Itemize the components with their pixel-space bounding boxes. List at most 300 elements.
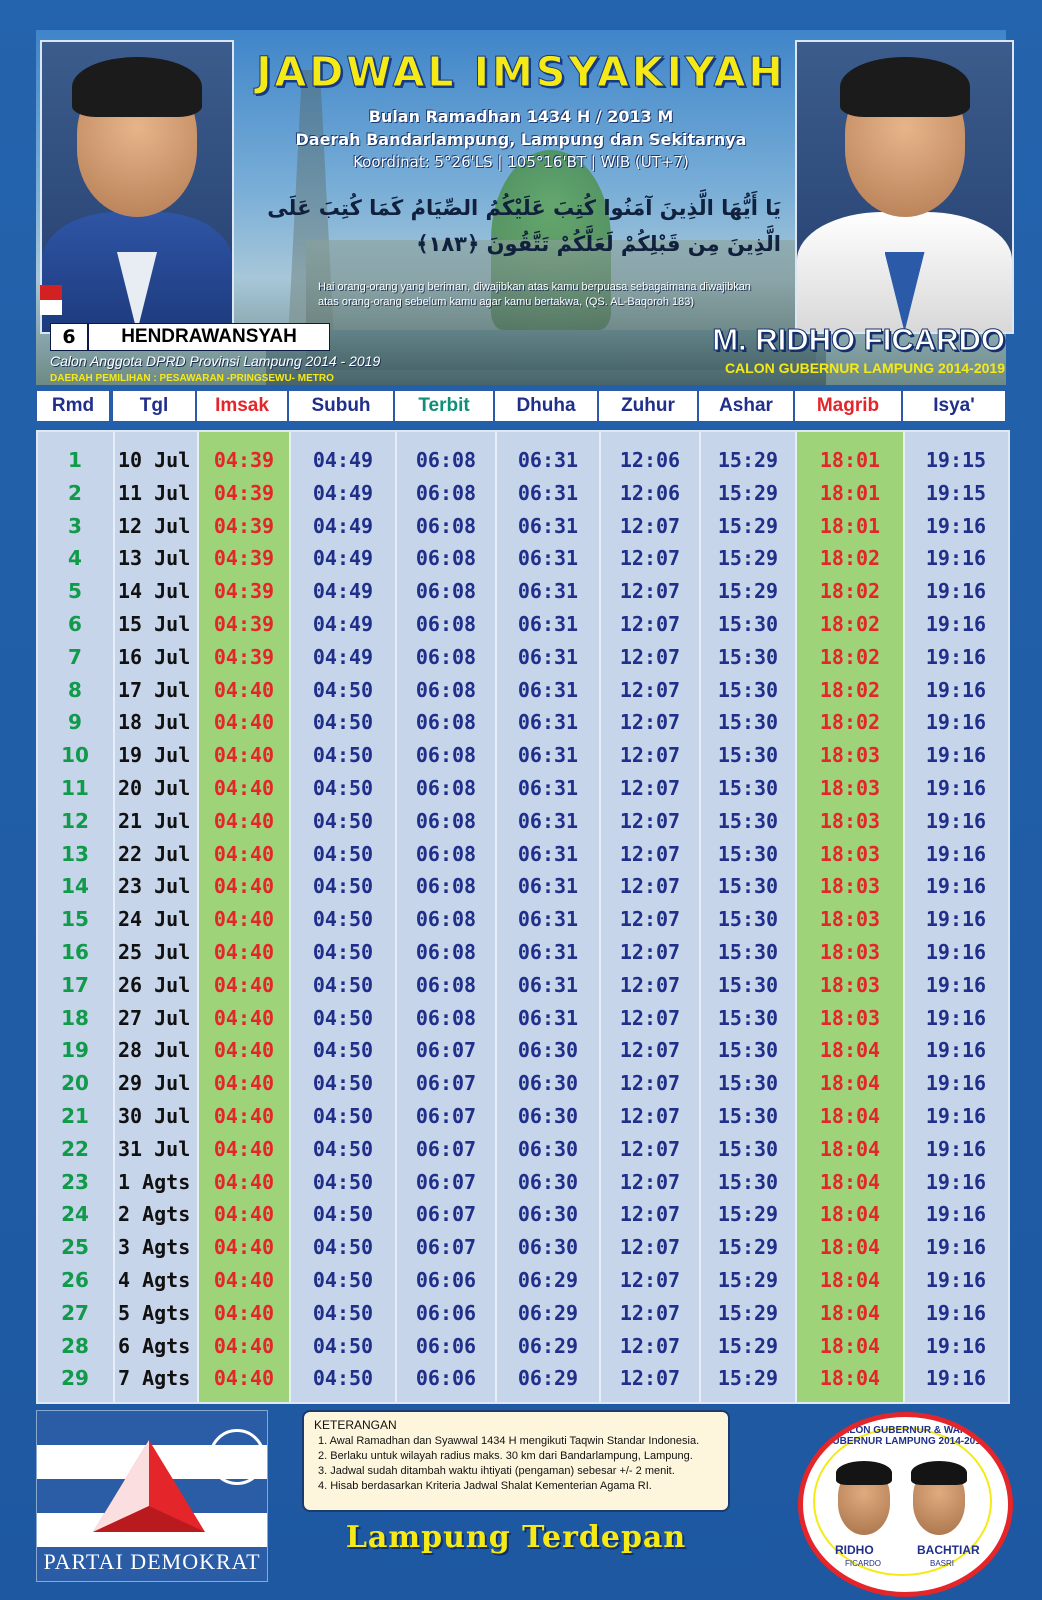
table-row: [38, 1330, 1008, 1363]
cell-rmd: 4: [68, 546, 82, 571]
table-row: [38, 1198, 1008, 1231]
subtitle-region: Daerah Bandarlampung, Lampung dan Sekitarnya: [295, 130, 747, 149]
cell-zuhur: 12:07: [619, 776, 681, 800]
badge-name-2: BACHTIAR: [917, 1543, 980, 1557]
cell-subuh: 04:50: [312, 1268, 374, 1292]
cell-tgl: 6 Agts: [118, 1333, 191, 1358]
cell-terbit: 06:06: [415, 1300, 477, 1325]
header-dhuha: Dhuha: [494, 390, 598, 422]
cell-ashar: 15:30: [717, 972, 779, 997]
cell-ashar: 15:30: [717, 907, 779, 932]
cell-zuhur: 12:07: [619, 612, 681, 636]
cell-tgl: 19 Jul: [118, 743, 191, 768]
cell-isya: 19:16: [925, 1169, 987, 1194]
cell-terbit: 06:08: [415, 972, 477, 997]
cell-zuhur: 12:07: [619, 1202, 681, 1227]
cell-rmd: 27: [61, 1300, 89, 1325]
cell-rmd: 25: [61, 1235, 89, 1260]
cell-tgl: 2 Agts: [118, 1202, 191, 1227]
hair: [840, 57, 970, 117]
cell-terbit: 06:07: [415, 1104, 477, 1128]
cell-isya: 19:15: [925, 480, 987, 505]
cell-ashar: 15:30: [717, 644, 779, 669]
cell-tgl: 3 Agts: [118, 1235, 191, 1260]
cell-rmd: 22: [61, 1136, 89, 1161]
cell-tgl: 10 Jul: [118, 448, 191, 472]
cell-isya: 19:16: [925, 1268, 987, 1292]
cell-magrib: 18:04: [819, 1169, 881, 1194]
candidate-right-name: M. RIDHO FICARDO: [712, 322, 1005, 357]
badge-face-ridho: [838, 1465, 890, 1535]
cell-magrib: 18:03: [819, 940, 881, 964]
header-ashar: Ashar: [698, 390, 794, 422]
cell-zuhur: 12:07: [619, 841, 681, 866]
cell-dhuha: 06:31: [517, 710, 579, 735]
cell-tgl: 29 Jul: [118, 1071, 191, 1096]
cell-ashar: 15:30: [717, 710, 779, 735]
cell-isya: 19:16: [925, 907, 987, 932]
table-row: [38, 1231, 1008, 1264]
cell-imsak: 04:40: [213, 1005, 275, 1030]
cell-zuhur: 12:07: [619, 1333, 681, 1358]
cell-isya: 19:16: [925, 677, 987, 702]
cell-zuhur: 12:07: [619, 972, 681, 997]
cell-ashar: 15:30: [717, 1104, 779, 1128]
cell-rmd: 5: [68, 579, 82, 604]
cell-dhuha: 06:31: [517, 841, 579, 866]
cell-dhuha: 06:31: [517, 874, 579, 899]
cell-rmd: 1: [68, 448, 82, 472]
cell-subuh: 04:50: [312, 1333, 374, 1358]
cell-dhuha: 06:30: [517, 1235, 579, 1260]
cell-imsak: 04:40: [213, 1038, 275, 1063]
cell-isya: 19:16: [925, 612, 987, 636]
cell-terbit: 06:08: [415, 710, 477, 735]
cell-rmd: 20: [61, 1071, 89, 1096]
hair: [72, 57, 202, 117]
cell-dhuha: 06:31: [517, 546, 579, 571]
table-row: [38, 772, 1008, 805]
cell-terbit: 06:08: [415, 579, 477, 604]
cell-terbit: 06:08: [415, 841, 477, 866]
candidate-right-photo: [795, 40, 1014, 334]
cell-imsak: 04:39: [213, 448, 275, 472]
cell-dhuha: 06:30: [517, 1202, 579, 1227]
table-row: [38, 1002, 1008, 1035]
cell-ashar: 15:29: [717, 1235, 779, 1260]
cell-terbit: 06:07: [415, 1235, 477, 1260]
cell-imsak: 04:40: [213, 1333, 275, 1358]
cell-rmd: 15: [61, 907, 89, 932]
cell-ashar: 15:30: [717, 743, 779, 768]
cell-isya: 19:16: [925, 1071, 987, 1096]
cell-magrib: 18:04: [819, 1202, 881, 1227]
header-terbit: Terbit: [394, 390, 494, 422]
badge-sub-1: FICARDO: [845, 1559, 881, 1568]
cell-rmd: 13: [61, 841, 89, 866]
cell-terbit: 06:08: [415, 874, 477, 899]
cell-dhuha: 06:29: [517, 1300, 579, 1325]
table-row: [38, 1100, 1008, 1133]
cell-imsak: 04:40: [213, 940, 275, 964]
h: [911, 1461, 967, 1485]
cell-isya: 19:16: [925, 546, 987, 571]
cell-dhuha: 06:29: [517, 1333, 579, 1358]
cell-dhuha: 06:30: [517, 1104, 579, 1128]
cell-terbit: 06:08: [415, 644, 477, 669]
cell-magrib: 18:04: [819, 1104, 881, 1128]
cell-subuh: 04:50: [312, 972, 374, 997]
cell-zuhur: 12:07: [619, 1300, 681, 1325]
cell-imsak: 04:40: [213, 841, 275, 866]
cell-ashar: 15:29: [717, 1333, 779, 1358]
cell-tgl: 23 Jul: [118, 874, 191, 899]
cell-rmd: 18: [61, 1005, 89, 1030]
header-tgl: Tgl: [112, 390, 196, 422]
cell-ashar: 15:30: [717, 612, 779, 636]
cell-tgl: 20 Jul: [118, 776, 191, 800]
cell-imsak: 04:40: [213, 1071, 275, 1096]
header-isya: Isya': [902, 390, 1006, 422]
cell-dhuha: 06:31: [517, 940, 579, 964]
cell-subuh: 04:50: [312, 940, 374, 964]
cell-rmd: 7: [68, 644, 82, 669]
cell-dhuha: 06:31: [517, 448, 579, 472]
cell-rmd: 12: [61, 808, 89, 833]
cell-magrib: 18:03: [819, 874, 881, 899]
cell-isya: 19:16: [925, 1333, 987, 1358]
cell-dhuha: 06:30: [517, 1071, 579, 1096]
cell-terbit: 06:07: [415, 1169, 477, 1194]
cell-imsak: 04:40: [213, 1300, 275, 1325]
cell-rmd: 21: [61, 1104, 89, 1128]
cell-ashar: 15:29: [717, 1366, 779, 1391]
cell-dhuha: 06:31: [517, 677, 579, 702]
cell-rmd: 26: [61, 1268, 89, 1292]
cell-isya: 19:16: [925, 710, 987, 735]
party-logo: [36, 1410, 268, 1582]
cell-rmd: 19: [61, 1038, 89, 1063]
header-imsak: Imsak: [196, 390, 288, 422]
cell-magrib: 18:04: [819, 1136, 881, 1161]
cell-tgl: 7 Agts: [118, 1366, 191, 1391]
cell-imsak: 04:40: [213, 1104, 275, 1128]
cell-magrib: 18:03: [819, 808, 881, 833]
cell-imsak: 04:39: [213, 546, 275, 571]
cell-terbit: 06:07: [415, 1071, 477, 1096]
cell-magrib: 18:04: [819, 1366, 881, 1391]
cell-isya: 19:16: [925, 1300, 987, 1325]
cell-imsak: 04:40: [213, 1169, 275, 1194]
cell-terbit: 06:08: [415, 776, 477, 800]
cell-subuh: 04:49: [312, 579, 374, 604]
cell-subuh: 04:50: [312, 1235, 374, 1260]
cell-imsak: 04:40: [213, 1268, 275, 1292]
cell-dhuha: 06:31: [517, 972, 579, 997]
table-row: [38, 969, 1008, 1002]
cell-subuh: 04:50: [312, 677, 374, 702]
cell-rmd: 3: [68, 513, 82, 538]
table-row: [38, 903, 1008, 936]
quran-verse-line-1: يَا أَيُّهَا الَّذِينَ آمَنُوا كُتِبَ عَلَيْكُمُ الصِّيَامُ كَمَا كُتِبَ عَلَى: [267, 196, 781, 220]
table-row: [38, 936, 1008, 969]
table-row: [38, 1034, 1008, 1067]
table-row: [38, 674, 1008, 707]
cell-subuh: 04:50: [312, 1136, 374, 1161]
cell-terbit: 06:08: [415, 743, 477, 768]
translation-line-1: Hai orang-orang yang beriman, diwajibkan atas kamu berpuasa sebagaimana diwajibkan: [318, 281, 751, 293]
cell-rmd: 14: [61, 874, 89, 899]
cell-subuh: 04:50: [312, 841, 374, 866]
cell-subuh: 04:49: [312, 644, 374, 669]
cell-subuh: 04:50: [312, 1300, 374, 1325]
cell-ashar: 15:29: [717, 546, 779, 571]
quran-verse-line-2: الَّذِينَ مِن قَبْلِكُمْ لَعَلَّكُمْ تَتَّقُونَ ﴿١٨٣﴾: [416, 232, 781, 256]
table-row: [38, 542, 1008, 575]
candidate-left-photo: [40, 40, 234, 334]
cell-isya: 19:16: [925, 940, 987, 964]
cell-isya: 19:16: [925, 1104, 987, 1128]
cell-isya: 19:16: [925, 1038, 987, 1063]
cell-zuhur: 12:06: [619, 448, 681, 472]
candidate-left-role: Calon Anggota DPRD Provinsi Lampung 2014 - 2019: [50, 353, 381, 369]
cell-imsak: 04:39: [213, 579, 275, 604]
cell-isya: 19:16: [925, 841, 987, 866]
cell-magrib: 18:03: [819, 1005, 881, 1030]
cell-subuh: 04:50: [312, 1202, 374, 1227]
cell-subuh: 04:50: [312, 1005, 374, 1030]
cell-imsak: 04:40: [213, 1136, 275, 1161]
cell-tgl: 18 Jul: [118, 710, 191, 735]
cell-imsak: 04:40: [213, 1235, 275, 1260]
cell-magrib: 18:02: [819, 710, 881, 735]
cell-zuhur: 12:07: [619, 1136, 681, 1161]
cell-terbit: 06:08: [415, 546, 477, 571]
cell-terbit: 06:07: [415, 1202, 477, 1227]
candidate-left-area: DAERAH PEMILIHAN : PESAWARAN -PRINGSEWU- METRO: [50, 373, 334, 384]
badge-sub-2: BASRI: [930, 1559, 955, 1568]
cell-isya: 19:16: [925, 874, 987, 899]
cell-tgl: 16 Jul: [118, 644, 191, 669]
cell-terbit: 06:07: [415, 1038, 477, 1063]
cell-rmd: 16: [61, 940, 89, 964]
cell-imsak: 04:40: [213, 776, 275, 800]
cell-subuh: 04:49: [312, 480, 374, 505]
cell-zuhur: 12:07: [619, 874, 681, 899]
cell-rmd: 17: [61, 972, 89, 997]
cell-tgl: 26 Jul: [118, 972, 191, 997]
cell-subuh: 04:50: [312, 1366, 374, 1391]
cell-dhuha: 06:29: [517, 1268, 579, 1292]
cell-magrib: 18:04: [819, 1268, 881, 1292]
notes-title: KETERANGAN: [314, 1418, 397, 1432]
cell-zuhur: 12:07: [619, 1038, 681, 1063]
cell-tgl: 5 Agts: [118, 1300, 191, 1325]
table-row: [38, 1362, 1008, 1395]
cell-tgl: 12 Jul: [118, 513, 191, 538]
cell-magrib: 18:02: [819, 677, 881, 702]
cell-zuhur: 12:07: [619, 907, 681, 932]
prayer-schedule-table: [36, 390, 1006, 1400]
cell-tgl: 28 Jul: [118, 1038, 191, 1063]
cell-ashar: 15:30: [717, 1038, 779, 1063]
cell-rmd: 6: [68, 612, 82, 636]
cell-tgl: 22 Jul: [118, 841, 191, 866]
cell-dhuha: 06:31: [517, 513, 579, 538]
cell-isya: 19:16: [925, 1136, 987, 1161]
cell-isya: 19:16: [925, 1235, 987, 1260]
cell-rmd: 23: [61, 1169, 89, 1194]
indonesia-flag-icon: [40, 285, 62, 315]
table-row: [38, 608, 1008, 641]
cell-ashar: 15:30: [717, 1005, 779, 1030]
table-row: [38, 477, 1008, 510]
cell-terbit: 06:07: [415, 1136, 477, 1161]
cell-magrib: 18:02: [819, 612, 881, 636]
cell-magrib: 18:01: [819, 448, 881, 472]
cell-isya: 19:16: [925, 743, 987, 768]
cell-terbit: 06:08: [415, 808, 477, 833]
cell-isya: 19:16: [925, 1202, 987, 1227]
cell-isya: 19:16: [925, 644, 987, 669]
table-row: [38, 1067, 1008, 1100]
cell-tgl: 17 Jul: [118, 677, 191, 702]
cell-dhuha: 06:31: [517, 776, 579, 800]
table-row: [38, 1264, 1008, 1297]
cell-subuh: 04:50: [312, 1038, 374, 1063]
table-body: [36, 430, 1010, 1404]
cell-imsak: 04:40: [213, 1202, 275, 1227]
cell-ashar: 15:29: [717, 1300, 779, 1325]
cell-ashar: 15:30: [717, 940, 779, 964]
cell-imsak: 04:39: [213, 612, 275, 636]
cell-zuhur: 12:07: [619, 1005, 681, 1030]
cell-imsak: 04:39: [213, 480, 275, 505]
cell-terbit: 06:08: [415, 1005, 477, 1030]
cell-magrib: 18:02: [819, 546, 881, 571]
cell-dhuha: 06:31: [517, 579, 579, 604]
cell-imsak: 04:40: [213, 1366, 275, 1391]
cell-isya: 19:16: [925, 1005, 987, 1030]
cell-magrib: 18:04: [819, 1038, 881, 1063]
cell-ashar: 15:30: [717, 1169, 779, 1194]
notes-item: 2. Berlaku untuk wilayah radius maks. 30 km dari Bandarlampung, Lampung.: [318, 1450, 693, 1462]
cell-ashar: 15:30: [717, 841, 779, 866]
cell-tgl: 11 Jul: [118, 480, 191, 505]
cell-imsak: 04:40: [213, 677, 275, 702]
cell-zuhur: 12:07: [619, 579, 681, 604]
cell-rmd: 24: [61, 1202, 89, 1227]
cell-subuh: 04:50: [312, 710, 374, 735]
cell-tgl: 25 Jul: [118, 940, 191, 964]
cell-imsak: 04:40: [213, 972, 275, 997]
cell-rmd: 2: [68, 480, 82, 505]
cell-subuh: 04:49: [312, 612, 374, 636]
cell-tgl: 4 Agts: [118, 1268, 191, 1292]
cell-tgl: 15 Jul: [118, 612, 191, 636]
table-row: [38, 739, 1008, 772]
cell-zuhur: 12:07: [619, 940, 681, 964]
cell-imsak: 04:40: [213, 743, 275, 768]
header-zuhur: Zuhur: [598, 390, 698, 422]
cell-terbit: 06:08: [415, 677, 477, 702]
cell-tgl: 30 Jul: [118, 1104, 191, 1128]
notes-box: [302, 1410, 730, 1512]
cell-zuhur: 12:07: [619, 1366, 681, 1391]
cell-isya: 19:16: [925, 808, 987, 833]
cell-subuh: 04:49: [312, 448, 374, 472]
badge-face-bachtiar: [913, 1465, 965, 1535]
table-row: [38, 1166, 1008, 1199]
cell-zuhur: 12:07: [619, 1268, 681, 1292]
cell-ashar: 15:29: [717, 1268, 779, 1292]
candidate-left-number: 6: [50, 323, 88, 351]
cell-dhuha: 06:31: [517, 644, 579, 669]
cell-magrib: 18:03: [819, 907, 881, 932]
cell-zuhur: 12:07: [619, 1071, 681, 1096]
cell-rmd: 29: [61, 1366, 89, 1391]
cell-ashar: 15:30: [717, 1136, 779, 1161]
cell-magrib: 18:03: [819, 776, 881, 800]
cell-dhuha: 06:30: [517, 1038, 579, 1063]
cell-terbit: 06:08: [415, 480, 477, 505]
cell-rmd: 28: [61, 1333, 89, 1358]
subtitle-month: Bulan Ramadhan 1434 H / 2013 M: [368, 107, 674, 126]
page-title: JADWAL IMSYAKIYAH: [256, 48, 786, 96]
cell-rmd: 10: [61, 743, 89, 768]
cell-rmd: 8: [68, 677, 82, 702]
cell-terbit: 06:08: [415, 907, 477, 932]
cell-isya: 19:15: [925, 448, 987, 472]
cell-terbit: 06:06: [415, 1333, 477, 1358]
cell-dhuha: 06:31: [517, 1005, 579, 1030]
cell-zuhur: 12:07: [619, 1104, 681, 1128]
cell-zuhur: 12:07: [619, 1169, 681, 1194]
cell-tgl: 14 Jul: [118, 579, 191, 604]
table-row: [38, 575, 1008, 608]
cell-ashar: 15:30: [717, 874, 779, 899]
cell-zuhur: 12:07: [619, 513, 681, 538]
cell-ashar: 15:29: [717, 513, 779, 538]
table-row: [38, 510, 1008, 543]
cell-imsak: 04:39: [213, 513, 275, 538]
cell-ashar: 15:30: [717, 808, 779, 833]
cell-rmd: 11: [61, 776, 89, 800]
cell-ashar: 15:29: [717, 480, 779, 505]
slogan: Lampung Terdepan: [345, 1520, 687, 1555]
cell-terbit: 06:06: [415, 1366, 477, 1391]
table-row: [38, 1297, 1008, 1330]
cell-magrib: 18:02: [819, 579, 881, 604]
cell-ashar: 15:30: [717, 677, 779, 702]
cell-subuh: 04:49: [312, 513, 374, 538]
cell-isya: 19:16: [925, 972, 987, 997]
cell-dhuha: 06:30: [517, 1169, 579, 1194]
cell-terbit: 06:06: [415, 1268, 477, 1292]
cell-magrib: 18:03: [819, 972, 881, 997]
header-magrib: Magrib: [794, 390, 902, 422]
badge-arc-text: CALON GUBERNUR & WAKIL GUBERNUR LAMPUNG 2014-2019: [824, 1425, 987, 1447]
cell-tgl: 31 Jul: [118, 1136, 191, 1161]
cell-subuh: 04:50: [312, 874, 374, 899]
cell-tgl: 21 Jul: [118, 808, 191, 833]
cell-zuhur: 12:07: [619, 743, 681, 768]
cell-magrib: 18:04: [819, 1235, 881, 1260]
table-header: [36, 390, 1006, 422]
notes-item: 1. Awal Ramadhan dan Syawwal 1434 H mengikuti Taqwin Standar Indonesia.: [318, 1435, 700, 1447]
cell-magrib: 18:02: [819, 644, 881, 669]
cell-zuhur: 12:06: [619, 480, 681, 505]
